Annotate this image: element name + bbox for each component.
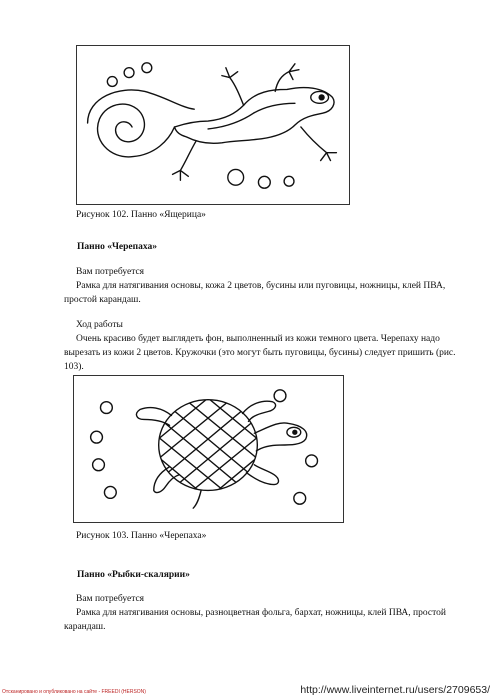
work-text: Очень красиво будет выглядеть фон, выполненный из кожи темного цвета. Черепаху надо вырезать из кожи 2 цветов. Кружочки (это могут быть пуговицы, бусины) следует пришить (рис. 103). bbox=[64, 334, 456, 372]
source-url-link[interactable]: http://www.liveinternet.ru/users/2709653/ bbox=[300, 684, 490, 696]
turtle-work-block bbox=[64, 318, 464, 374]
lizard-panel-figure bbox=[76, 45, 350, 205]
materials-text: Рамка для натягивания основы, кожа 2 цветов, бусины или пуговицы, ножницы, клей ПВА, простой карандаш. bbox=[64, 281, 446, 305]
angelfish-materials-block bbox=[64, 592, 464, 634]
materials-label: Вам потребуется bbox=[76, 594, 145, 604]
turtle-illustration bbox=[74, 376, 343, 522]
materials-label: Вам потребуется bbox=[76, 267, 145, 277]
work-label: Ход работы bbox=[76, 320, 123, 330]
scan-credit-text: Отсканировано и опубликовано на сайте - FREEDI (HERSON) bbox=[2, 689, 146, 695]
section-heading-angelfish: Панно «Рыбки-скалярии» bbox=[77, 570, 190, 580]
figure-102-caption: Рисунок 102. Панно «Ящерица» bbox=[76, 210, 206, 220]
section-heading-turtle: Панно «Черепаха» bbox=[77, 242, 157, 252]
lizard-illustration bbox=[77, 46, 349, 204]
materials-text: Рамка для натягивания основы, разноцветная фольга, бархат, ножницы, клей ПВА, простой карандаш. bbox=[64, 608, 446, 632]
turtle-materials-block bbox=[64, 265, 464, 307]
figure-103-caption: Рисунок 103. Панно «Черепаха» bbox=[76, 531, 207, 541]
turtle-panel-figure bbox=[73, 375, 344, 523]
